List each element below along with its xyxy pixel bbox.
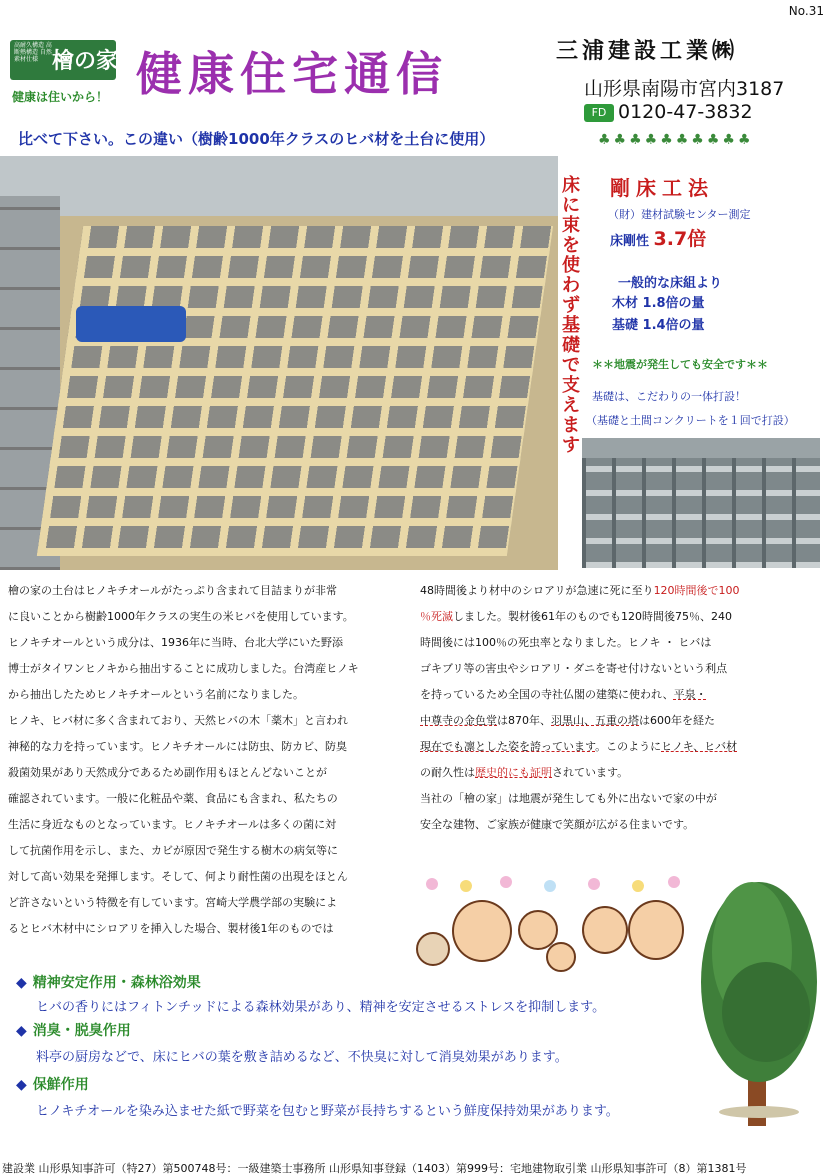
foundation-photo [582, 438, 820, 568]
compare-wood: 木材 1.8倍の量 [612, 296, 705, 311]
method-title: 剛床工法 [610, 176, 714, 200]
floor-rigidity [610, 224, 706, 251]
foundation-note: 基礎は、こだわりの一体打設！ [592, 390, 746, 403]
benefit-title-forest [16, 972, 201, 992]
body-line: して抗菌作用を示し、また、カビが原因で発生する樹木の病気等に [8, 844, 338, 857]
body-line [420, 734, 800, 760]
photo-blue-tarp [76, 306, 186, 342]
underlined-run: 平泉・ [673, 688, 707, 701]
body-line: 神秘的な力を持っています。ヒノキチオールには防虫、防カビ、防臭 [8, 740, 348, 753]
flower-icon [544, 880, 556, 892]
body-line: ヒノキ、ヒバ材に多く含まれており、天然ヒバの木「薬木」と言われ [8, 714, 349, 727]
benefit-title-text: 精神安定作用・森林浴効果 [32, 975, 201, 991]
highlight-run: 歴史的にも証明 [475, 766, 552, 779]
body-line [420, 578, 800, 604]
body-line [420, 604, 800, 630]
issue-number: No.31 [788, 4, 824, 18]
dog-icon [416, 932, 450, 966]
photo-joist-grid [37, 226, 553, 556]
body-line: に良いことから樹齢1000年クラスの実生の米ヒバを使用しています。 [8, 610, 354, 623]
text-run: 。このように [595, 740, 662, 753]
highlight-run: ％死滅 [420, 610, 453, 623]
benefit-text-forest: ヒバの香りにはフィトンチッドによる森林効果があり、精神を安定させるストレスを抑制します。 [36, 1000, 606, 1015]
text-run: 48時間後より材中のシロアリが急速に死に至り [420, 584, 654, 597]
baby-face-icon [546, 942, 576, 972]
benefit-text-preserve: ヒノキチオールを染み込ませた紙で野菜を包むと野菜が長持ちするという鮮度保持効果があります。 [36, 1104, 619, 1119]
body-line: 安全な建物、ご家族が健康で笑顔が広がる住まいです。 [420, 818, 695, 831]
mother-face-icon [628, 900, 684, 960]
diamond-icon: ◆ [16, 975, 27, 991]
underlined-run: 羽黒山、五重の塔 [551, 714, 639, 727]
body-line: 博士がタイワンヒノキから抽出することに成功しました。台湾産ヒノキ [8, 662, 359, 675]
body-line [420, 682, 800, 708]
body-line: 殺菌効果があり天然成分であるため副作用もほとんどないことが [8, 766, 327, 779]
company-address: 山形県南陽市宮内3187 [584, 78, 785, 100]
phone-number: 0120-47-3832 [618, 101, 753, 123]
vertical-caption: 床に束を使わず基礎で支えます [562, 175, 580, 456]
newsletter-title: 健康住宅通信 [136, 47, 448, 101]
body-line: ヒノキチオールという成分は、1936年に当時、台北大学にいた野添 [8, 636, 344, 649]
benefit-title-text: 消臭・脱臭作用 [32, 1023, 131, 1039]
body-line: るとヒバ木材中にシロアリを挿入した場合、製材後1年のものでは [8, 922, 334, 935]
logo-brand: 檜の家 [52, 48, 119, 74]
flower-icon [426, 878, 438, 890]
body-line: 時間後には100％の死虫率となりました。ヒノキ ・ ヒバは [420, 636, 712, 649]
compare-lead: 一般的な床組より [618, 276, 723, 291]
body-line: 生活に身近なものとなっています。ヒノキチオールは多くの菌に対 [8, 818, 337, 831]
benefit-text-deodorize: 料亭の厨房などで、床にヒバの葉を敷き詰めるなど、不快臭に対して消臭効果があります。 [36, 1050, 568, 1065]
body-line [420, 760, 800, 786]
text-run: されています。 [552, 766, 629, 779]
body-line: 確認されています。一般に化粧品や薬、食品にも含まれ、私たちの [8, 792, 338, 805]
flower-icon [500, 876, 512, 888]
benefit-title-deodorize [16, 1020, 131, 1040]
highlight-run: 120時間後で100 [653, 584, 740, 597]
logo-subtext: 高耐久構造 高断熱構造 自然素材仕様 [14, 42, 52, 63]
flower-icon [460, 880, 472, 892]
photo-rebar [582, 458, 820, 568]
underlined-run: ヒノキ、ヒバ材 [661, 740, 738, 753]
child-face-icon [582, 906, 628, 954]
benefit-title-text: 保鮮作用 [32, 1077, 89, 1093]
body-right-column [420, 578, 800, 838]
test-center: （財）建材試験センター測定 [608, 208, 751, 221]
photo-sky [0, 156, 558, 216]
underlined-run: 現在でも凛とした姿を誇っています [420, 740, 596, 753]
company-name: 三浦建設工業㈱ [556, 39, 739, 64]
diamond-icon: ◆ [16, 1023, 27, 1039]
text-run: の耐久性は [420, 766, 475, 779]
rigidity-label: 床剛性 [610, 234, 650, 249]
flower-icon [632, 880, 644, 892]
family-illustration [412, 870, 692, 976]
text-run: を持っているため全国の寺社仏閣の建築に使われ、 [420, 688, 674, 701]
text-run: しました。製材後61年のものでも120時間後75％、240 [453, 610, 732, 623]
diamond-icon: ◆ [16, 1077, 27, 1093]
body-line: 対して高い効果を発揮します。そして、何より耐性菌の出現をほとん [8, 870, 348, 883]
foundation-note-detail: （基礎と土間コンクリートを１回で打設） [586, 414, 795, 427]
text-run: は870年、 [497, 714, 551, 727]
quake-safe-note: ＊＊地震が発生しても安全です＊＊ [592, 358, 768, 371]
floor-framing-photo [0, 156, 558, 570]
body-line: ゴキブリ等の害虫やシロアリ・ダニを寄せ付けないという利点 [420, 662, 728, 675]
hiba-tree-icon [692, 862, 826, 1132]
body-line: から抽出したためヒノキチオールという名前になりました。 [8, 688, 305, 701]
tree-row-icon: ♣♣♣♣♣♣♣♣♣♣ [598, 132, 754, 148]
underlined-run: 中尊寺の金色堂 [420, 714, 497, 727]
rigidity-value: 3.7倍 [653, 228, 707, 250]
benefit-title-preserve [16, 1074, 89, 1094]
logo-tagline: 健康は住いから！ [12, 90, 109, 104]
body-line: 檜の家の土台はヒノキチオールがたっぷり含まれて目詰まりが非常 [8, 584, 338, 597]
freedial-icon: FD [584, 104, 614, 122]
license-footer: 建設業 山形県知事許可（特27）第500748号：一級建築士事務所 山形県知事登録（1403）第999号：宅地建物取引業 山形県知事許可（8）第1381号 [2, 1162, 747, 1175]
flower-icon [588, 878, 600, 890]
compare-foundation: 基礎 1.4倍の量 [612, 318, 705, 333]
phone-row [584, 101, 753, 123]
body-line [420, 708, 800, 734]
text-run: は600年を経た [639, 714, 715, 727]
headline: 比べて下さい。この違い（樹齢1000年クラスのヒバ材を土台に使用） [18, 130, 495, 148]
body-left-column [8, 578, 398, 942]
body-line: 当社の「檜の家」は地震が発生しても外に出ないで家の中が [420, 792, 717, 805]
father-face-icon [452, 900, 512, 962]
flower-icon [668, 876, 680, 888]
body-line: ど許さないという特徴を有しています。宮崎大学農学部の実験によ [8, 896, 338, 909]
